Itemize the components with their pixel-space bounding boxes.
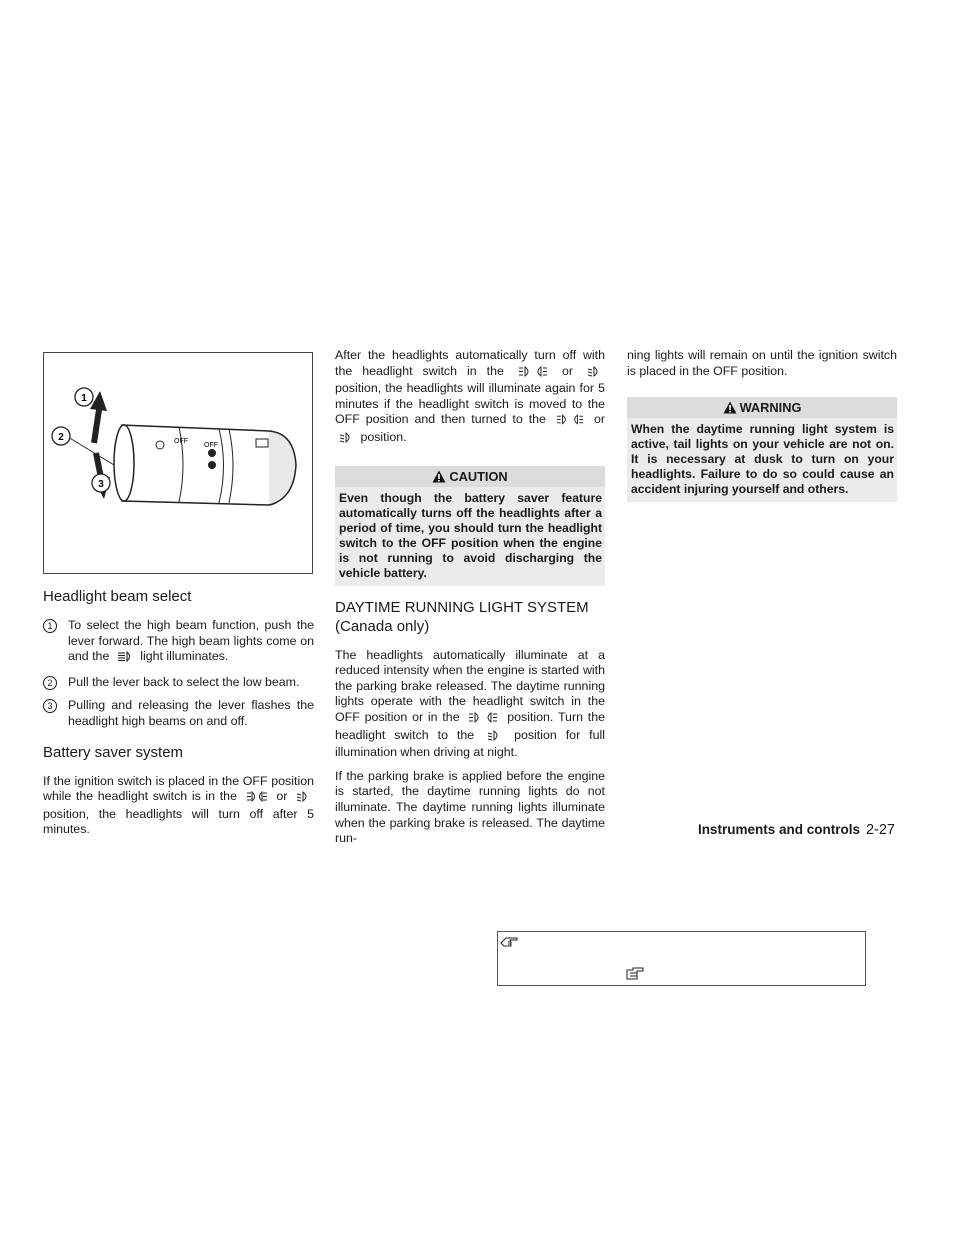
paragraph-text: position, the headlights will illuminate again for 5 minutes if the headlight switch is moved to the OFF position and then turned to the (335, 381, 605, 427)
paragraph-text: position for full illumination when driving at night. (335, 727, 605, 760)
battery-saver-paragraph (43, 774, 314, 838)
headlight-icon (487, 730, 501, 746)
column-3 (627, 348, 897, 502)
paragraph-text: or (276, 789, 288, 804)
warning-title: WARNING (739, 400, 802, 416)
list-item (43, 675, 314, 691)
caution-title: CAUTION (449, 468, 508, 484)
parking-light-icon (246, 791, 268, 807)
callout-3: 3 (98, 479, 104, 490)
paragraph-text: After the headlights automatically turn off with the headlight switch in the (335, 348, 605, 378)
paragraph-text: The headlights automatically illuminate at a reduced intensity when the engine is started with the parking brake released. The daytime running lights operate with the headlight switch in the OFF position or in the (335, 647, 605, 724)
column-1 (43, 348, 314, 846)
lever-off-label-2: OFF (204, 442, 218, 449)
warning-triangle-icon (723, 399, 737, 420)
page-number: 2-27 (865, 822, 895, 838)
drl-section-title: DAYTIME RUNNING LIGHT SYSTEM (Canada only) (335, 598, 589, 635)
battery-saver-heading: Battery saver system (43, 743, 184, 761)
headlight-icon (339, 432, 353, 448)
item-text: To select the high beam function, push the lever forward. The high beam lights come on and the (68, 618, 314, 664)
column-2 (335, 348, 605, 855)
note-box (497, 931, 866, 986)
item-text: Pull the lever back to select the low beam. (68, 674, 300, 689)
high-beam-icon (117, 651, 133, 667)
parking-light-icon (556, 414, 584, 430)
paragraph-text: position, the headlights will turn off after 5 minutes. (43, 806, 314, 837)
paragraph-text: If the ignition switch is placed in the OFF position while the headlight switch is in the (43, 773, 314, 804)
headlight-icon (587, 366, 601, 382)
headlight-lever-illustration (44, 353, 312, 573)
callout-1: 1 (81, 393, 87, 404)
parking-light-icon (468, 712, 498, 728)
item-text: light illuminates. (140, 649, 229, 664)
page-footer (698, 822, 895, 838)
list-item (43, 618, 314, 667)
paragraph-text: or (561, 363, 573, 378)
headlight-lever-figure (43, 352, 313, 574)
parking-light-icon (518, 366, 548, 382)
item-number: 2 (43, 676, 57, 690)
battery-saver-continued-paragraph (335, 348, 605, 448)
caution-header (335, 466, 605, 487)
headlight-icon (296, 791, 310, 807)
warning-triangle-icon (432, 468, 446, 489)
callout-2: 2 (58, 432, 64, 443)
list-item (43, 698, 314, 729)
pointing-hand-icon (500, 934, 520, 953)
item-number: 3 (43, 699, 57, 713)
warning-header (627, 397, 897, 418)
drl-paragraph-2: If the parking brake is applied before the engine is started, the daytime running lights do not illuminate. The daytime running lights illuminate when the parking brake is released. The daytime run- (335, 768, 605, 846)
warning-text: When the daytime running light system is active, tail lights on your vehicle are not on. It is necessary at dusk to turn on your headlights. Failure to do so could cause an accident injuring yourself and others. (627, 418, 897, 502)
item-number: 1 (43, 619, 57, 633)
caution-text: Even though the battery saver feature automatically turns off the headlights after a period of time, you should turn the headlight switch to the OFF position when the engine is not running to avoid discharging the vehicle battery. (335, 487, 605, 586)
headlight-beam-select-heading: Headlight beam select (43, 588, 192, 605)
footer-section-title: Instruments and controls (697, 822, 860, 837)
paragraph-text: position. Turn the headlight switch to the (335, 709, 605, 742)
drl-continued-paragraph: ning lights will remain on until the ignition switch is placed in the OFF position. (627, 348, 897, 378)
paragraph-text: or (593, 412, 605, 427)
paragraph-text: position. (360, 429, 407, 444)
drl-paragraph-1 (335, 648, 605, 761)
item-text: Pulling and releasing the lever flashes the headlight high beams on and off. (68, 698, 314, 728)
lever-off-label-1: OFF (174, 438, 188, 445)
pointing-hand-icon (625, 967, 645, 986)
